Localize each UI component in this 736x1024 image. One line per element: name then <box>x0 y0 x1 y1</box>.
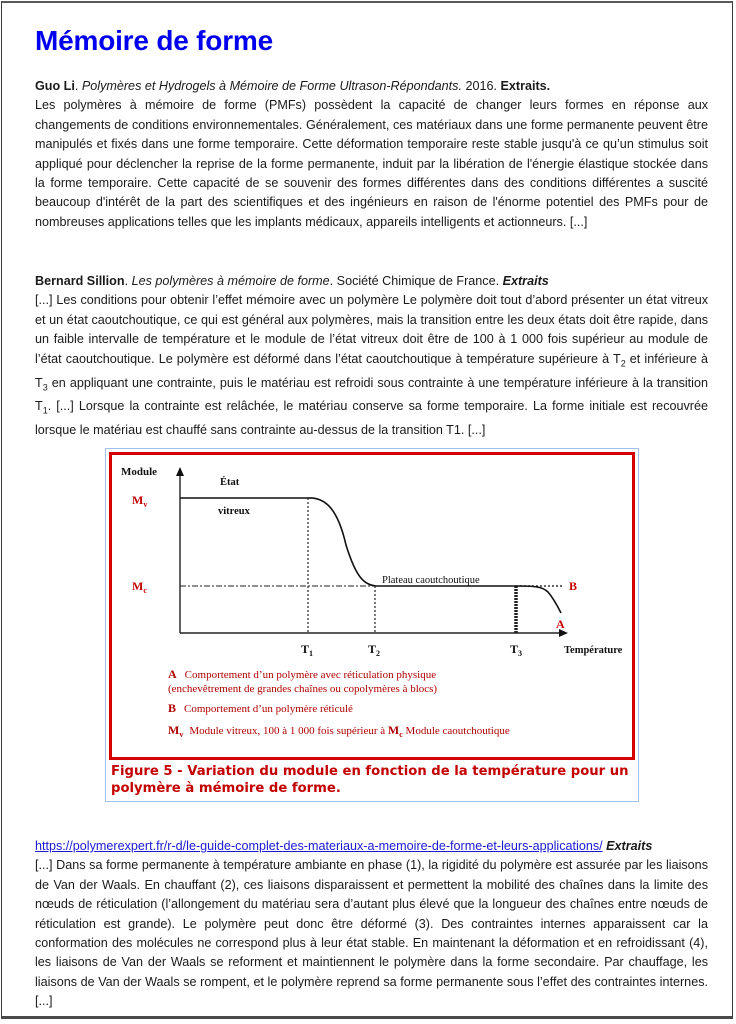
legend-item-a-detail: (enchevêtrement de grandes chaînes ou copolymères à blocs) <box>168 683 438 695</box>
legend-item-a: A Comportement d’un polymère avec réticulation physique <box>168 667 437 681</box>
source-guo-li <box>35 77 708 232</box>
citation-tag: Extraits. <box>500 79 551 93</box>
figure-frame <box>109 452 635 760</box>
citation-author: Bernard Sillion <box>35 274 125 288</box>
mv-label: $M_v$ <box>132 493 148 509</box>
curve-a-label: A <box>556 617 565 631</box>
etat-label: État <box>220 477 240 488</box>
source-bernard-sillion <box>35 272 708 441</box>
page-title: Mémoire de forme <box>35 25 273 56</box>
excerpt-text: Les polymères à mémoire de forme (PMFs) possèdent la capacité de changer leurs formes en réponse aux changements de conditions environnementales. Généralement, ces matériaux dans une forme permanente peuvent être manipulés et fixés dans une forme temporaire. Cette déformation temporaire reste stable jusqu'à ce qu’un stimulus soit appliqué pour déclencher la reprise de la forme permanente, induit par la libération de l'énergie élastique stockée dans la forme temporaire. Cette capacité de se souvenir des formes différentes dans des conditions différentes a suscité beaucoup d'intérêt de la part des scientifiques et des ingénieurs en raison de l'énorme potentiel des PMFs pour de nombreuses applications telles que les implants médicaux, appareils intelligents et actionneurs. [...] <box>35 98 708 229</box>
citation-author: Guo Li <box>35 79 75 93</box>
excerpt-text: [...] Les conditions pour obtenir l’effet mémoire avec un polymère Le polymère doit tout d’abord présenter un état vitreux et un état caoutchoutique, ce qui est général aux polymères, mais la transition entre les deux états doit être rapide, dans un faible intervalle de température et le module de l’état vitreux doit être de 100 à 1 000 fois supérieur au module de l’état caoutchoutique. Le polymère est déformé dans l’état caoutchoutique à température supérieure à $T_2$ et inférieure à $T_3$ en appliquant une contrainte, puis le matériau est refroidi sous contrainte à une température inférieure à la transition $T_1$. [...] Lorsque la contrainte est relâchée, le matériau conserve sa forme temporaire. La forme initiale est recouvrée lorsque le matériau est chauffé sans contrainte au-dessus de la transition T1. [...] <box>35 293 708 438</box>
t3-label: $T_3$ <box>510 642 523 658</box>
citation-work-title: Polymères et Hydrogels à Mémoire de Forme Ultrason-Répondants. <box>81 79 462 93</box>
citation <box>35 837 708 856</box>
source-link[interactable]: https://polymerexpert.fr/r-d/le-guide-complet-des-materiaux-a-memoire-de-forme-et-leurs-applications/ <box>35 839 603 853</box>
document-page <box>1 1 733 1019</box>
vitreux-label: vitreux <box>218 506 250 517</box>
figure-caption: Figure 5 - Variation du module en fonction de la température pour un polymère à mémoire de forme. <box>111 764 629 796</box>
citation: Bernard Sillion. Les polymères à mémoire de forme. Société Chimique de France. Extraits <box>35 274 549 288</box>
x-axis-label: Température <box>564 645 623 656</box>
legend-item-mv: $M_v$ Module vitreux, 100 à 1 000 fois supérieur à $M_c$ Module caoutchoutique <box>168 723 510 739</box>
figure-module-temperature <box>105 448 639 802</box>
t1-label: $T_1$ <box>301 642 314 658</box>
citation-work-title: Les polymères à mémoire de forme <box>131 274 330 288</box>
figure-legend <box>168 667 510 739</box>
plateau-label: Plateau caoutchoutique <box>382 575 480 586</box>
citation: Guo Li. Polymères et Hydrogels à Mémoire de Forme Ultrason-Répondants. 2016. Extraits. <box>35 79 551 93</box>
curve-b-label: B <box>569 579 578 593</box>
source-polymerexpert <box>35 837 708 1012</box>
excerpt-text: [...] Dans sa forme permanente à température ambiante en phase (1), la rigidité du polymère est assurée par les liaisons de Van der Waals. En chauffant (2), ces liaisons disparaissent et permettent la mobilité des chaînes dans la limite des nœuds de réticulation (l’allongement du matériau sera d’autant plus élevé que la longueur des chaînes entre nœuds de réticulation est grande). Le polymère peut donc être déformé (3). Des contraintes internes apparaissent car la conformation des molécules ne correspond plus à leur état stable. En maintenant la déformation et en refroidissant (4), les liaisons de Van der Waals se reforment et maintiennent le polymère dans la forme secondaire. Par chauffage, les liaisons de Van der Waals se rompent, et le polymère reprend sa forme permanente sous l’effet des contraintes internes. [...] <box>35 858 708 1009</box>
mc-label: $M_c$ <box>132 579 147 595</box>
y-axis-arrow-icon <box>176 467 184 476</box>
citation-tag: Extraits <box>502 274 549 288</box>
y-axis-label: Module <box>121 466 158 478</box>
module-temperature-diagram <box>112 455 632 757</box>
curve-a <box>516 586 561 613</box>
t2-label: $T_2$ <box>368 642 381 658</box>
citation-year: 2016. <box>465 79 497 93</box>
citation-publisher: Société Chimique de France. <box>336 274 500 288</box>
citation-tag: Extraits <box>606 839 653 853</box>
legend-item-b: B Comportement d’un polymère réticulé <box>168 701 353 715</box>
